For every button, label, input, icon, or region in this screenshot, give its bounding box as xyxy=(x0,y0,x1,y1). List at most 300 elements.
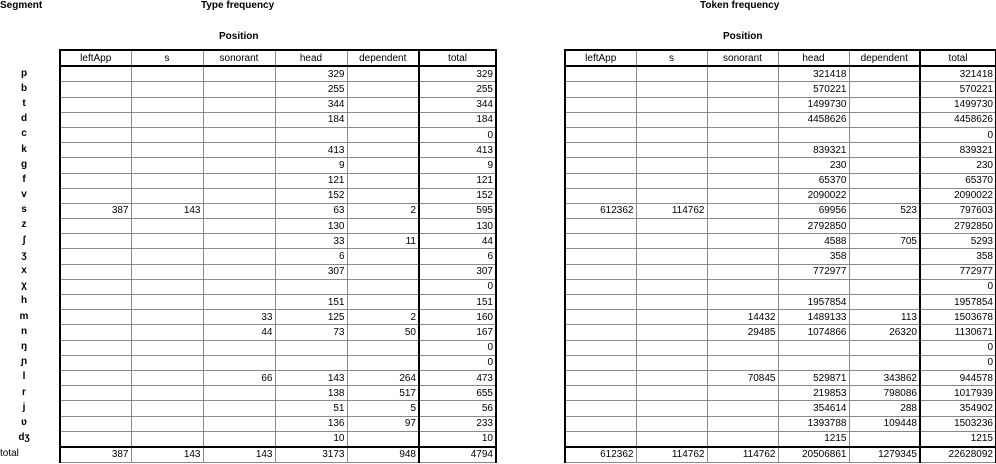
table-cell: 11 xyxy=(347,234,419,249)
table-cell: 5 xyxy=(347,401,419,416)
table-cell xyxy=(131,158,203,173)
table-cell: 1957854 xyxy=(920,295,996,310)
table-row xyxy=(565,82,996,97)
table-cell xyxy=(131,143,203,158)
table-cell xyxy=(347,173,419,188)
table-cell: 2792850 xyxy=(778,219,849,234)
table-cell: 14432 xyxy=(707,310,778,325)
table-cell: 66 xyxy=(203,370,275,385)
table-cell: 0 xyxy=(920,340,996,355)
table-cell xyxy=(849,188,920,203)
table-cell: 1957854 xyxy=(778,295,849,310)
table-cell: 595 xyxy=(419,203,496,218)
table-row xyxy=(60,249,496,264)
total-cell: 20506861 xyxy=(778,447,849,463)
table-row xyxy=(60,97,496,112)
table-cell: 230 xyxy=(778,158,849,173)
table-row xyxy=(60,325,496,340)
table-cell xyxy=(203,188,275,203)
table-cell xyxy=(60,401,131,416)
table-row xyxy=(60,127,496,142)
table-cell: 44 xyxy=(419,234,496,249)
table-cell: 114762 xyxy=(636,203,707,218)
table-cell: 0 xyxy=(419,355,496,370)
table-cell: 570221 xyxy=(778,82,849,97)
segment-label: dʒ xyxy=(18,432,30,444)
table-cell: 1489133 xyxy=(778,310,849,325)
table-cell: 772977 xyxy=(920,264,996,279)
table-cell xyxy=(636,370,707,385)
total-cell: 143 xyxy=(203,447,275,463)
total-cell: 143 xyxy=(131,447,203,463)
table-cell: 329 xyxy=(275,66,347,82)
table-cell: 51 xyxy=(275,401,347,416)
table-cell: 10 xyxy=(419,431,496,447)
table-cell xyxy=(778,340,849,355)
type-position-label: Position xyxy=(219,31,259,42)
table-cell: 143 xyxy=(131,203,203,218)
table-cell xyxy=(60,188,131,203)
table-cell: 344 xyxy=(419,97,496,112)
segment-label: k xyxy=(21,143,27,155)
table-cell: 9 xyxy=(275,158,347,173)
table-cell: 358 xyxy=(778,249,849,264)
table-cell xyxy=(131,416,203,431)
table-cell xyxy=(565,127,636,142)
table-cell: 288 xyxy=(849,401,920,416)
table-cell xyxy=(203,82,275,97)
table-cell: 839321 xyxy=(920,143,996,158)
table-cell: 50 xyxy=(347,325,419,340)
table-cell: 73 xyxy=(275,325,347,340)
table-cell: 29485 xyxy=(707,325,778,340)
table-row xyxy=(565,249,996,264)
table-cell xyxy=(707,66,778,82)
total-cell: 114762 xyxy=(636,447,707,463)
table-cell: 358 xyxy=(920,249,996,264)
table-row xyxy=(565,431,996,447)
table-cell xyxy=(849,173,920,188)
table-cell xyxy=(60,279,131,294)
table-cell: 109448 xyxy=(849,416,920,431)
table-cell xyxy=(203,158,275,173)
table-cell xyxy=(707,203,778,218)
table-cell: 152 xyxy=(275,188,347,203)
table-cell xyxy=(849,295,920,310)
table-cell xyxy=(565,173,636,188)
table-cell xyxy=(347,112,419,127)
table-cell xyxy=(347,82,419,97)
table-cell xyxy=(849,279,920,294)
table-cell xyxy=(849,158,920,173)
table-cell: 230 xyxy=(920,158,996,173)
table-cell xyxy=(203,112,275,127)
table-cell: 2 xyxy=(347,310,419,325)
table-cell: 151 xyxy=(419,295,496,310)
table-cell: 387 xyxy=(60,203,131,218)
table-cell: 65370 xyxy=(920,173,996,188)
total-cell: 612362 xyxy=(565,447,636,463)
table-cell xyxy=(275,127,347,142)
table-cell: 329 xyxy=(419,66,496,82)
table-cell: 1393788 xyxy=(778,416,849,431)
table-row xyxy=(60,188,496,203)
table-cell xyxy=(849,249,920,264)
table-cell xyxy=(565,340,636,355)
table-cell: 264 xyxy=(347,370,419,385)
table-cell xyxy=(131,355,203,370)
total-row-label: total xyxy=(0,448,19,459)
table-cell: 321418 xyxy=(920,66,996,82)
table-cell xyxy=(203,431,275,447)
table-cell xyxy=(707,431,778,447)
table-cell xyxy=(203,173,275,188)
table-cell xyxy=(60,295,131,310)
table-cell xyxy=(203,66,275,82)
segment-label: ʒ xyxy=(21,249,27,261)
table-cell xyxy=(60,325,131,340)
column-header-head: head xyxy=(275,50,347,66)
table-cell xyxy=(131,279,203,294)
table-cell xyxy=(203,219,275,234)
table-cell xyxy=(60,219,131,234)
table-row xyxy=(565,127,996,142)
column-header-leftapp: leftApp xyxy=(60,50,131,66)
table-cell: 44 xyxy=(203,325,275,340)
segment-label: v xyxy=(21,189,27,201)
table-cell xyxy=(849,264,920,279)
table-cell: 33 xyxy=(203,310,275,325)
table-cell: 413 xyxy=(419,143,496,158)
table-cell: 152 xyxy=(419,188,496,203)
table-row xyxy=(60,340,496,355)
table-row xyxy=(60,310,496,325)
token-frequency-title: Token frequency xyxy=(700,0,780,11)
table-cell: 65370 xyxy=(778,173,849,188)
table-cell xyxy=(60,249,131,264)
table-cell: 529871 xyxy=(778,370,849,385)
table-cell: 10 xyxy=(275,431,347,447)
table-cell: 1499730 xyxy=(920,97,996,112)
table-cell xyxy=(131,188,203,203)
table-cell: 1499730 xyxy=(778,97,849,112)
table-cell xyxy=(131,97,203,112)
table-cell: 517 xyxy=(347,386,419,401)
table-cell: 151 xyxy=(275,295,347,310)
table-cell: 2090022 xyxy=(920,188,996,203)
table-cell: 0 xyxy=(419,340,496,355)
table-cell xyxy=(60,386,131,401)
table-cell: 233 xyxy=(419,416,496,431)
table-cell xyxy=(347,158,419,173)
table-cell: 944578 xyxy=(920,370,996,385)
table-cell xyxy=(275,355,347,370)
table-cell xyxy=(707,295,778,310)
segment-labels xyxy=(12,66,36,446)
table-cell xyxy=(707,97,778,112)
table-cell: 2090022 xyxy=(778,188,849,203)
table-cell xyxy=(636,416,707,431)
table-cell: 1215 xyxy=(778,431,849,447)
table-cell: 143 xyxy=(275,370,347,385)
table-cell xyxy=(203,203,275,218)
table-row xyxy=(60,158,496,173)
table-cell: 1503678 xyxy=(920,310,996,325)
table-cell xyxy=(203,127,275,142)
table-cell: 184 xyxy=(419,112,496,127)
table-cell: 655 xyxy=(419,386,496,401)
table-cell xyxy=(60,143,131,158)
column-header-dependent: dependent xyxy=(849,50,920,66)
column-header-s: s xyxy=(636,50,707,66)
table-cell xyxy=(636,340,707,355)
table-cell: 63 xyxy=(275,203,347,218)
table-cell xyxy=(707,234,778,249)
table-cell xyxy=(849,431,920,447)
table-cell: 56 xyxy=(419,401,496,416)
table-cell: 219853 xyxy=(778,386,849,401)
table-cell: 307 xyxy=(419,264,496,279)
table-cell xyxy=(565,188,636,203)
table-cell xyxy=(203,97,275,112)
table-cell xyxy=(131,370,203,385)
table-cell xyxy=(131,295,203,310)
table-cell xyxy=(131,82,203,97)
table-cell: 255 xyxy=(275,82,347,97)
table-row xyxy=(565,401,996,416)
table-cell xyxy=(636,249,707,264)
table-cell xyxy=(565,82,636,97)
table-cell: 69956 xyxy=(778,203,849,218)
table-cell xyxy=(60,97,131,112)
table-cell xyxy=(707,279,778,294)
total-cell: 948 xyxy=(347,447,419,463)
table-cell xyxy=(347,66,419,82)
table-cell xyxy=(60,310,131,325)
table-cell xyxy=(849,340,920,355)
table-cell: 523 xyxy=(849,203,920,218)
table-cell: 343862 xyxy=(849,370,920,385)
table-cell xyxy=(565,279,636,294)
table-cell xyxy=(707,143,778,158)
table-cell: 125 xyxy=(275,310,347,325)
table-cell xyxy=(347,249,419,264)
table-cell xyxy=(707,82,778,97)
table-row xyxy=(60,82,496,97)
table-cell xyxy=(636,143,707,158)
table-cell: 705 xyxy=(849,234,920,249)
table-cell: 473 xyxy=(419,370,496,385)
table-cell: 130 xyxy=(275,219,347,234)
table-row xyxy=(565,279,996,294)
total-cell: 114762 xyxy=(707,447,778,463)
table-cell xyxy=(636,431,707,447)
table-cell: 0 xyxy=(920,127,996,142)
table-cell xyxy=(60,112,131,127)
segment-label: g xyxy=(20,158,28,170)
table-cell xyxy=(131,234,203,249)
table-cell xyxy=(636,66,707,82)
table-cell xyxy=(203,143,275,158)
total-row xyxy=(565,447,996,463)
table-row xyxy=(565,355,996,370)
table-row xyxy=(565,325,996,340)
table-cell: 167 xyxy=(419,325,496,340)
total-row xyxy=(60,447,496,463)
table-cell xyxy=(707,127,778,142)
table-cell: 160 xyxy=(419,310,496,325)
table-cell xyxy=(347,340,419,355)
table-row xyxy=(565,264,996,279)
table-cell xyxy=(131,112,203,127)
segment-label: ʋ xyxy=(21,416,27,428)
segment-label: j xyxy=(22,401,26,413)
table-cell xyxy=(636,112,707,127)
table-cell xyxy=(131,173,203,188)
segment-label: x xyxy=(21,265,27,277)
table-cell xyxy=(707,219,778,234)
table-row xyxy=(565,234,996,249)
table-cell: 0 xyxy=(920,355,996,370)
table-cell xyxy=(60,431,131,447)
type-frequency-title: Type frequency xyxy=(201,0,275,11)
table-cell xyxy=(565,431,636,447)
table-cell xyxy=(347,355,419,370)
table-cell xyxy=(565,355,636,370)
segment-label: ɲ xyxy=(20,356,28,368)
table-row xyxy=(565,370,996,385)
table-row xyxy=(60,234,496,249)
segment-label: s xyxy=(21,204,27,216)
table-cell xyxy=(131,386,203,401)
table-row xyxy=(565,173,996,188)
table-cell xyxy=(347,264,419,279)
table-cell xyxy=(636,173,707,188)
table-cell xyxy=(565,264,636,279)
table-cell xyxy=(203,340,275,355)
table-cell xyxy=(707,112,778,127)
total-cell: 3173 xyxy=(275,447,347,463)
table-row xyxy=(565,416,996,431)
table-cell xyxy=(347,127,419,142)
table-cell xyxy=(636,401,707,416)
table-row xyxy=(60,203,496,218)
table-cell xyxy=(565,401,636,416)
table-cell xyxy=(203,386,275,401)
table-cell xyxy=(636,386,707,401)
segment-label: f xyxy=(22,173,26,185)
table-cell xyxy=(849,112,920,127)
table-row xyxy=(565,310,996,325)
table-cell: 138 xyxy=(275,386,347,401)
table-cell xyxy=(849,127,920,142)
table-cell xyxy=(60,264,131,279)
table-row xyxy=(60,370,496,385)
table-cell: 344 xyxy=(275,97,347,112)
table-row xyxy=(565,158,996,173)
table-row xyxy=(60,355,496,370)
table-cell xyxy=(636,97,707,112)
table-row xyxy=(60,264,496,279)
table-cell xyxy=(203,416,275,431)
table-cell: 1130671 xyxy=(920,325,996,340)
table-cell xyxy=(636,158,707,173)
column-header-sonorant: sonorant xyxy=(707,50,778,66)
table-cell: 307 xyxy=(275,264,347,279)
table-row xyxy=(60,431,496,447)
table-cell xyxy=(636,127,707,142)
table-cell xyxy=(636,279,707,294)
table-cell xyxy=(131,310,203,325)
table-cell xyxy=(275,340,347,355)
table-cell: 413 xyxy=(275,143,347,158)
segment-label: p xyxy=(20,67,28,79)
segment-label: h xyxy=(20,295,28,307)
table-cell xyxy=(849,355,920,370)
table-row xyxy=(60,173,496,188)
table-cell xyxy=(347,97,419,112)
table-cell xyxy=(565,386,636,401)
table-cell: 4458626 xyxy=(778,112,849,127)
column-header-head: head xyxy=(778,50,849,66)
table-cell xyxy=(60,82,131,97)
segment-label: b xyxy=(20,82,28,94)
table-cell xyxy=(636,82,707,97)
table-cell xyxy=(636,188,707,203)
table-row xyxy=(60,143,496,158)
table-cell: 9 xyxy=(419,158,496,173)
table-cell: 321418 xyxy=(778,66,849,82)
segment-label: z xyxy=(21,219,27,231)
table-cell xyxy=(131,219,203,234)
table-row xyxy=(565,386,996,401)
table-cell: 113 xyxy=(849,310,920,325)
table-cell xyxy=(565,249,636,264)
table-cell xyxy=(347,295,419,310)
table-cell xyxy=(707,416,778,431)
table-cell xyxy=(707,340,778,355)
table-cell xyxy=(849,219,920,234)
table-cell xyxy=(347,279,419,294)
table-row xyxy=(60,401,496,416)
table-cell xyxy=(778,355,849,370)
table-cell xyxy=(131,264,203,279)
column-header-s: s xyxy=(131,50,203,66)
segment-label: ʃ xyxy=(22,234,26,246)
table-cell: 772977 xyxy=(778,264,849,279)
segment-label: l xyxy=(22,371,26,383)
column-header-leftapp: leftApp xyxy=(565,50,636,66)
table-cell xyxy=(131,66,203,82)
segment-label: ŋ xyxy=(20,340,28,352)
table-cell xyxy=(565,416,636,431)
table-cell xyxy=(60,173,131,188)
column-header-total: total xyxy=(419,50,496,66)
table-row xyxy=(60,295,496,310)
segment-label: n xyxy=(20,325,28,337)
table-row xyxy=(60,416,496,431)
segment-label: χ xyxy=(21,280,27,292)
table-cell: 0 xyxy=(419,127,496,142)
table-row xyxy=(565,188,996,203)
table-cell xyxy=(275,279,347,294)
table-cell xyxy=(131,340,203,355)
table-cell xyxy=(636,264,707,279)
table-cell xyxy=(565,234,636,249)
table-cell xyxy=(707,355,778,370)
table-row xyxy=(60,386,496,401)
table-row xyxy=(565,203,996,218)
